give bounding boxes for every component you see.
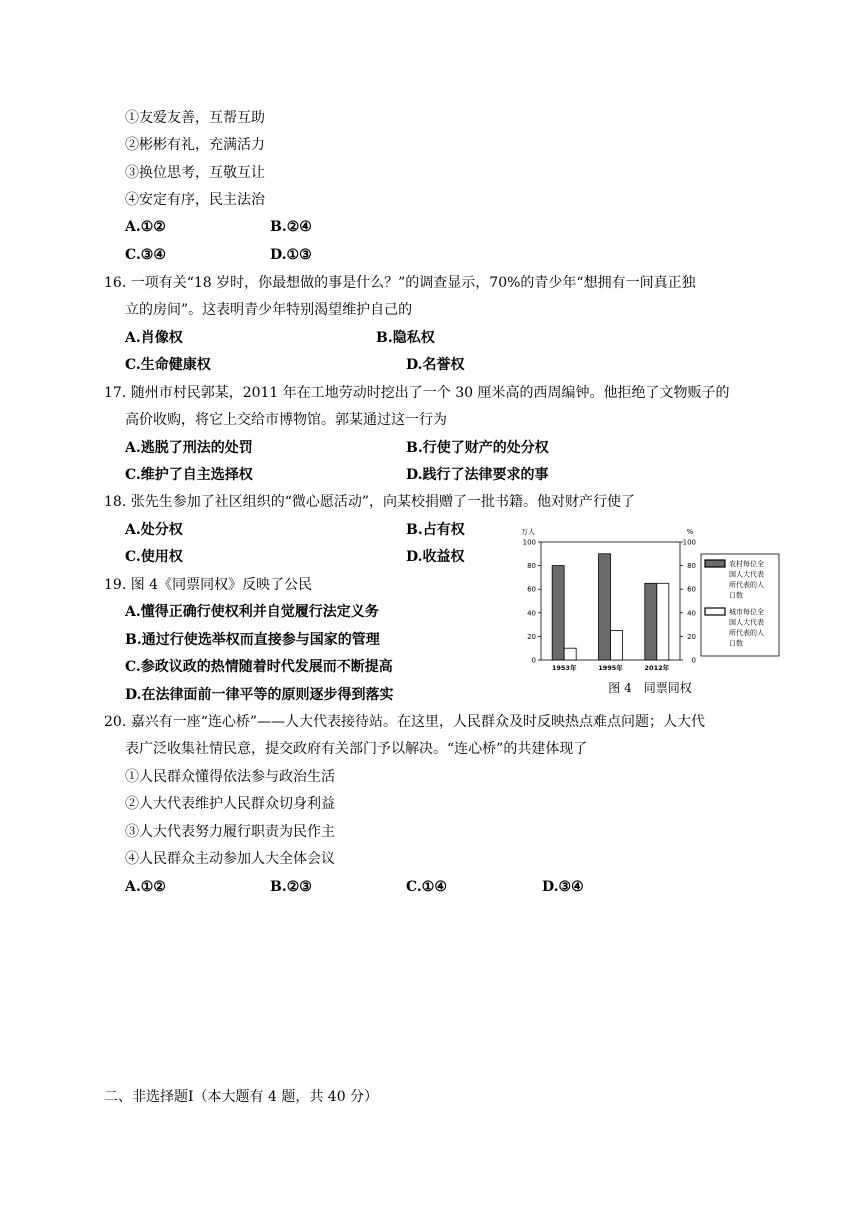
legend-label: 所代表的人: [729, 629, 764, 637]
left-tick-label: 40: [527, 609, 536, 618]
left-tick-label: 100: [522, 538, 536, 547]
legend-label: 农村每位全: [729, 560, 764, 568]
q15-choice-d: D.①③: [270, 247, 312, 263]
q20-choice-a: A.①②: [125, 879, 166, 895]
q20-choice-b: B.②③: [270, 879, 312, 895]
q15-option-4: ④安定有序，民主法治: [125, 192, 265, 208]
right-tick-label: 20: [687, 632, 696, 641]
legend-swatch: [705, 608, 725, 615]
q16-choice-a: A.肖像权: [125, 330, 183, 346]
q18-stem: 18. 张先生参加了社区组织的“微心愿活动”，向某校捐赠了一批书籍。他对财产行使了: [104, 494, 636, 510]
q15-choice-b: B.②④: [270, 219, 312, 235]
q18-choice-a: A.处分权: [125, 522, 183, 538]
q15-option-3: ③换位思考，互敬互让: [125, 165, 265, 181]
q20-choice-c: C.①④: [406, 879, 447, 895]
q18-choice-c: C.使用权: [125, 549, 183, 565]
q16-choice-d: D.名誉权: [406, 357, 465, 373]
right-tick-label: 60: [687, 585, 696, 594]
bar-rural: [599, 554, 611, 660]
q16-choice-b: B.隐私权: [376, 330, 435, 346]
q20-stem-line2: 表广泛收集社情民意，提交政府有关部门予以解决。“连心桥”的共建体现了: [125, 741, 588, 757]
x-tick-label: 1953年: [551, 664, 577, 672]
legend-label: 国人大代表: [729, 618, 764, 627]
section-2-heading: 二、非选择题Ⅰ（本大题有 4 题，共 40 分）: [104, 1089, 379, 1105]
q17-choice-c: C.维护了自主选择权: [125, 467, 253, 483]
q17-choice-d: D.践行了法律要求的事: [406, 467, 549, 483]
right-axis-unit: %: [686, 528, 694, 536]
q15-option-1: ①友爱友善，互帮互助: [125, 110, 265, 126]
legend-label: 所代表的人: [729, 581, 764, 589]
q16-stem-line1: 16. 一项有关“18 岁时，你最想做的事是什么？”的调查显示，70%的青少年“想拥有一间真正独: [104, 275, 696, 291]
q20-option-4: ④人民群众主动参加人大全体会议: [125, 851, 335, 867]
left-tick-label: 20: [527, 632, 536, 641]
bar-urban: [611, 631, 623, 661]
x-tick-label: 1995年: [598, 664, 623, 672]
q18-choice-b: B.占有权: [406, 522, 465, 538]
right-tick-label: 100: [682, 538, 696, 547]
left-tick-label: 0: [531, 656, 536, 665]
right-tick-label: 40: [687, 609, 696, 618]
q19-choice-c: C.参政议政的热情随着时代发展而不断提高: [125, 659, 393, 675]
legend-label: 口数: [729, 639, 743, 648]
q16-choice-c: C.生命健康权: [125, 357, 211, 373]
legend-label: 口数: [729, 591, 743, 600]
q17-stem-line1: 17. 随州市村民郭某，2011 年在工地劳动时挖出了一个 30 厘米高的西周编钟。他拒绝了文物贩子的: [104, 385, 730, 401]
q18-choice-d: D.收益权: [406, 549, 465, 565]
left-tick-label: 80: [527, 562, 536, 571]
right-tick-label: 0: [691, 656, 696, 665]
bar-rural: [645, 583, 657, 660]
q17-choice-a: A.逃脱了刑法的处罚: [125, 440, 253, 456]
q19-choice-a: A.懂得正确行使权利并自觉履行法定义务: [125, 604, 379, 620]
q16-stem-line2: 立的房间”。这表明青少年特别渴望维护自己的: [125, 302, 413, 318]
left-tick-label: 60: [527, 585, 536, 594]
q19-stem: 19. 图 4《同票同权》反映了公民: [104, 577, 313, 593]
q20-option-1: ①人民群众懂得依法参与政治生活: [125, 769, 335, 785]
bar-rural: [552, 566, 564, 660]
q20-stem-line1: 20. 嘉兴有一座“连心桥”——人大代表接待站。在这里，人民群众及时反映热点难点问题；人大代: [104, 714, 706, 730]
q20-option-3: ③人大代表努力履行职责为民作主: [125, 824, 335, 840]
figure-4-chart: [515, 526, 785, 698]
q15-choice-a: A.①②: [125, 219, 166, 235]
q15-option-2: ②彬彬有礼，充满活力: [125, 137, 265, 153]
right-tick-label: 80: [687, 562, 696, 571]
q20-choice-d: D.③④: [542, 879, 584, 895]
legend-label: 国人大代表: [729, 570, 764, 579]
q17-stem-line2: 高价收购，将它上交给市博物馆。郭某通过这一行为: [125, 412, 447, 428]
bar-urban: [657, 583, 669, 660]
q15-choice-c: C.③④: [125, 247, 166, 263]
q19-choice-b: B.通过行使选举权而直接参与国家的管理: [125, 632, 380, 648]
x-tick-label: 2012年: [644, 664, 670, 672]
bar-urban: [564, 648, 576, 660]
legend-label: 城市每位全: [729, 608, 764, 616]
q17-choice-b: B.行使了财产的处分权: [406, 440, 549, 456]
q19-choice-d: D.在法律面前一律平等的原则逐步得到落实: [125, 687, 394, 703]
q20-option-2: ②人大代表维护人民群众切身利益: [125, 796, 335, 812]
left-axis-unit: 万人: [521, 528, 535, 536]
legend-swatch: [705, 560, 725, 567]
figure-caption: 图 4 同票同权: [608, 681, 692, 695]
